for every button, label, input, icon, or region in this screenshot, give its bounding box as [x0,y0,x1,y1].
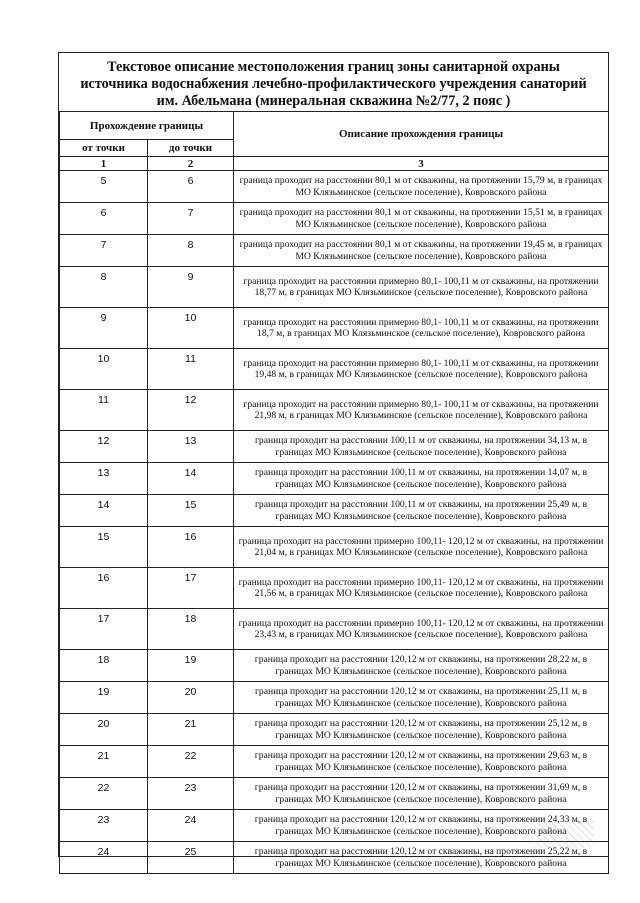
to-point-cell: 22 [148,746,234,778]
table-row [60,349,609,390]
to-point-cell: 20 [148,682,234,714]
description-cell: граница проходит на расстоянии 80,1 м от скважины, на протяжении 19,45 м, в границах МО Клязьминское (сельское поселение), Ковровского района [234,235,609,267]
to-point-cell: 24 [148,810,234,842]
description-cell: граница проходит на расстоянии 80,1 м от скважины, на протяжении 15,79 м, в границах МО Клязьминское (сельское поселение), Ковровского района [234,171,609,203]
table-body [60,171,609,874]
from-point-cell: 18 [60,650,148,682]
description-cell: граница проходит на расстоянии 120,12 м от скважины, на протяжении 25,12 м, в границах МО Клязьминское (сельское поселение), Ковровского района [234,714,609,746]
table-row [60,778,609,810]
description-cell: граница проходит на расстоянии 120,12 м от скважины, на протяжении 25,22 м, в границах МО Клязьминское (сельское поселение), Ковровского района [234,842,609,874]
to-point-cell: 7 [148,203,234,235]
description-cell: граница проходит на расстоянии 120,12 м от скважины, на протяжении 28,22 м, в границах МО Клязьминское (сельское поселение), Ковровского района [234,650,609,682]
document-title [59,59,608,110]
from-point-cell: 23 [60,810,148,842]
header-passage: Прохождение границы [60,112,234,140]
description-cell: граница проходит на расстоянии 120,12 м от скважины, на протяжении 24,33 м, в границах МО Клязьминское (сельское поселение), Ковровского района [234,810,609,842]
column-number-1: 1 [60,157,148,171]
description-cell: граница проходит на расстоянии 120,12 м от скважины, на протяжении 31,69 м, в границах МО Клязьминское (сельское поселение), Ковровского района [234,778,609,810]
to-point-cell: 15 [148,495,234,527]
from-point-cell: 14 [60,495,148,527]
to-point-cell: 16 [148,527,234,568]
to-point-cell: 18 [148,609,234,650]
description-cell: граница проходит на расстоянии примерно 100,11- 120,12 м от скважины, на протяжении 21,56 м, в границах МО Клязьминское (сельское поселение), Ковровского района [234,568,609,609]
from-point-cell: 22 [60,778,148,810]
description-cell: граница проходит на расстоянии 100,11 м от скважины, на протяжении 34,13 м, в границах МО Клязьминское (сельское поселение), Ковровского района [234,431,609,463]
from-point-cell: 17 [60,609,148,650]
description-cell: граница проходит на расстоянии 100,11 м от скважины, на протяжении 14,07 м, в границах МО Клязьминское (сельское поселение), Ковровского района [234,463,609,495]
to-point-cell: 13 [148,431,234,463]
from-point-cell: 7 [60,235,148,267]
to-point-cell: 9 [148,267,234,308]
to-point-cell: 17 [148,568,234,609]
table-row [60,431,609,463]
table-row [60,527,609,568]
to-point-cell: 19 [148,650,234,682]
to-point-cell: 14 [148,463,234,495]
from-point-cell: 21 [60,746,148,778]
description-cell: граница проходит на расстоянии 120,12 м от скважины, на протяжении 29,63 м, в границах МО Клязьминское (сельское поселение), Ковровского района [234,746,609,778]
description-cell: граница проходит на расстоянии примерно 80,1- 100,11 м от скважины, на протяжении 18,77 м, в границах МО Клязьминское (сельское поселение), Ковровского района [234,267,609,308]
table-row [60,463,609,495]
boundary-table [59,111,609,874]
to-point-cell: 8 [148,235,234,267]
table-row [60,235,609,267]
to-point-cell: 21 [148,714,234,746]
from-point-cell: 13 [60,463,148,495]
title-line-3: им. Абельмана (минеральная скважина №2/77, 2 пояс ) [156,93,511,109]
table-row [60,746,609,778]
from-point-cell: 5 [60,171,148,203]
table-row [60,609,609,650]
table-row [60,171,609,203]
to-point-cell: 23 [148,778,234,810]
description-cell: граница проходит на расстоянии примерно 100,11- 120,12 м от скважины, на протяжении 21,04 м, в границах МО Клязьминское (сельское поселение), Ковровского района [234,527,609,568]
title-line-1: Текстовое описание местоположения границ зоны санитарной охраны [107,59,560,75]
to-point-cell: 6 [148,171,234,203]
description-cell: граница проходит на расстоянии примерно 80,1- 100,11 м от скважины, на протяжении 19,48 м, в границах МО Клязьминское (сельское поселение), Ковровского района [234,349,609,390]
description-cell: граница проходит на расстоянии 80,1 м от скважины, на протяжении 15,51 м, в границах МО Клязьминское (сельское поселение), Ковровского района [234,203,609,235]
column-number-2: 2 [148,157,234,171]
from-point-cell: 16 [60,568,148,609]
from-point-cell: 8 [60,267,148,308]
description-cell: граница проходит на расстоянии примерно 80,1- 100,11 м от скважины, на протяжении 18,7 м, в границах МО Клязьминское (сельское поселение), Ковровского района [234,308,609,349]
from-point-cell: 19 [60,682,148,714]
from-point-cell: 10 [60,349,148,390]
from-point-cell: 20 [60,714,148,746]
column-number-3: 3 [234,157,609,171]
document-sheet [58,52,609,869]
from-point-cell: 24 [60,842,148,874]
header-description: Описание прохождения границы [234,112,609,157]
to-point-cell: 10 [148,308,234,349]
from-point-cell: 9 [60,308,148,349]
table-row [60,267,609,308]
to-point-cell: 11 [148,349,234,390]
from-point-cell: 12 [60,431,148,463]
to-point-cell: 25 [148,842,234,874]
table-row [60,714,609,746]
table-row [60,568,609,609]
table-row [60,682,609,714]
to-point-cell: 12 [148,390,234,431]
header-to-point: до точки [148,140,234,157]
stamp-mark [534,818,594,848]
description-cell: граница проходит на расстоянии 120,12 м от скважины, на протяжении 25,11 м, в границах МО Клязьминское (сельское поселение), Ковровского района [234,682,609,714]
table-row [60,810,609,842]
table-row [60,495,609,527]
description-cell: граница проходит на расстоянии примерно 100,11- 120,12 м от скважины, на протяжении 23,43 м, в границах МО Клязьминское (сельское поселение), Ковровского района [234,609,609,650]
table-row [60,308,609,349]
from-point-cell: 6 [60,203,148,235]
description-cell: граница проходит на расстоянии примерно 80,1- 100,11 м от скважины, на протяжении 21,98 м, в границах МО Клязьминское (сельское поселение), Ковровского района [234,390,609,431]
table-row [60,650,609,682]
from-point-cell: 11 [60,390,148,431]
header-from-point: от точки [60,140,148,157]
table-row [60,390,609,431]
table-row [60,203,609,235]
table-row [60,842,609,874]
description-cell: граница проходит на расстоянии 100,11 м от скважины, на протяжении 25,49 м, в границах МО Клязьминское (сельское поселение), Ковровского района [234,495,609,527]
from-point-cell: 15 [60,527,148,568]
title-line-2: источника водоснабжения лечебно-профилактического учреждения санаторий [80,76,587,92]
